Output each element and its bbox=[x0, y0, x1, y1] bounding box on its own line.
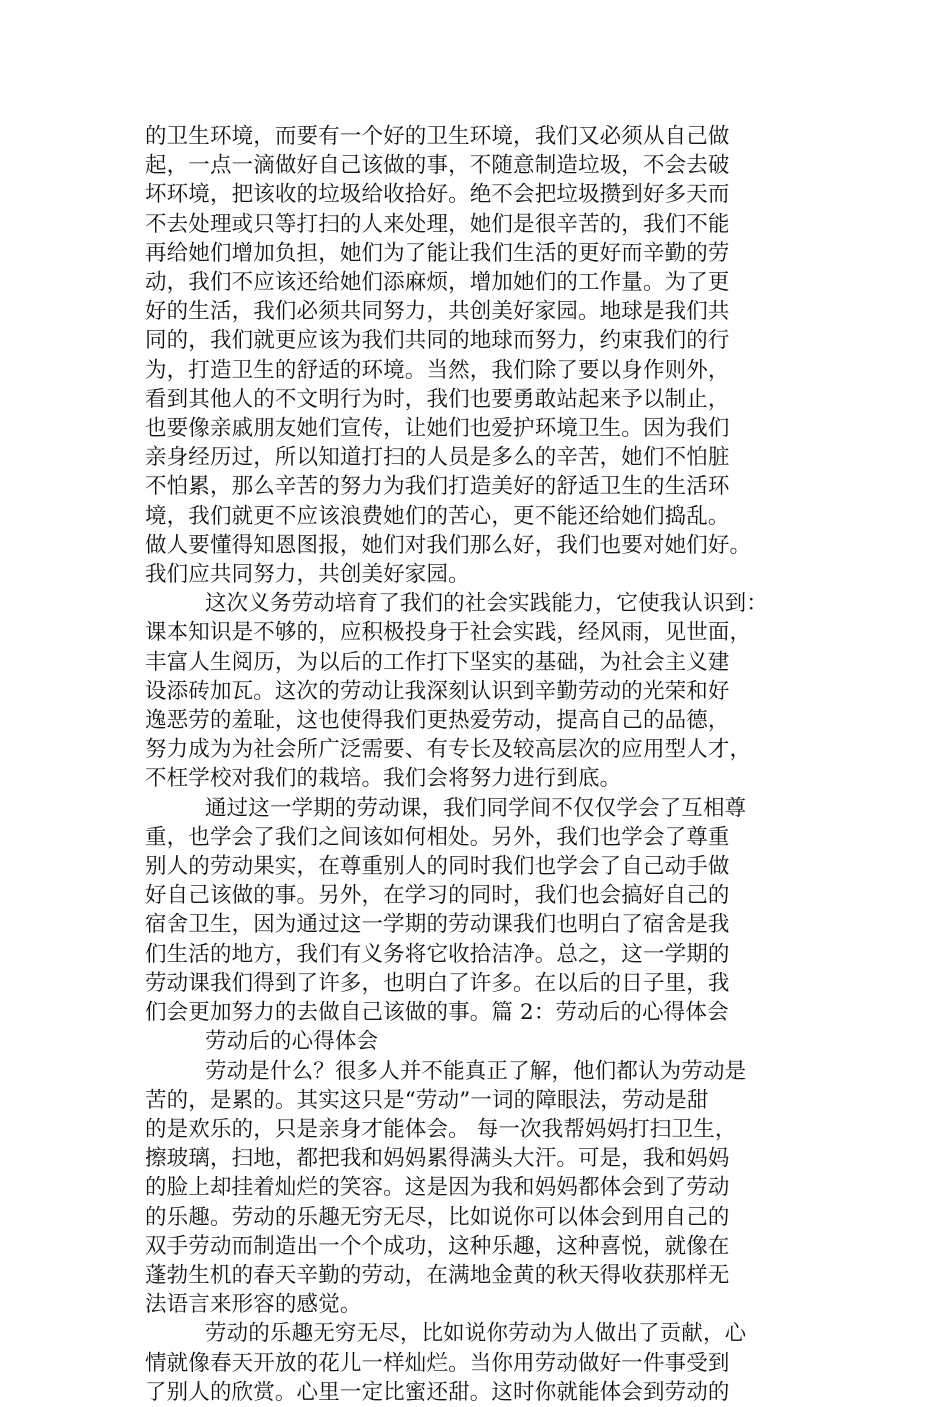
text-line: 双手劳动而制造出一个个成功，这种乐趣，这种喜悦，就像在 bbox=[145, 1233, 730, 1259]
text-line: 劳动是什么？很多人并不能真正了解，他们都认为劳动是 bbox=[205, 1058, 747, 1084]
text-line: 的乐趣。劳动的乐趣无穷无尽，比如说你可以体会到用自己的 bbox=[145, 1204, 730, 1230]
text-line: 再给她们增加负担，她们为了能让我们生活的更好而辛勤的劳 bbox=[145, 240, 730, 266]
text-line: 擦玻璃，扫地，都把我和妈妈累得满头大汗。可是，我和妈妈 bbox=[145, 1146, 730, 1172]
text-line: 蓬勃生机的春天辛勤的劳动，在满地金黄的秋天得收获那样无 bbox=[145, 1262, 730, 1288]
text-line: 逸恶劳的羞耻，这也使得我们更热爱劳动，提高自己的品德， bbox=[145, 708, 730, 734]
text-line: 坏环境，把该收的垃圾给收拾好。绝不会把垃圾攒到好多天而 bbox=[145, 182, 730, 208]
paragraph-5 bbox=[145, 1319, 805, 1407]
text-line: 看到其他人的不文明行为时，我们也要勇敢站起来予以制止， bbox=[145, 386, 730, 412]
text-line: 法语言来形容的感觉。 bbox=[145, 1292, 362, 1318]
text-line: 也要像亲戚朋友她们宣传，让她们也爱护环境卫生。因为我们 bbox=[145, 416, 730, 442]
text-line: 丰富人生阅历，为以后的工作打下坚实的基础，为社会主义建 bbox=[145, 649, 730, 675]
text-line: 情就像春天开放的花儿一样灿烂。当你用劳动做好一件事受到 bbox=[145, 1350, 730, 1376]
paragraph-3 bbox=[145, 794, 805, 1028]
text-line: 课本知识是不够的，应积极投身于社会实践，经风雨，见世面， bbox=[145, 620, 752, 646]
section-heading bbox=[145, 1027, 805, 1056]
text-line: 通过这一学期的劳动课，我们同学间不仅仅学会了互相尊 bbox=[205, 795, 747, 821]
text-line: 起，一点一滴做好自己该做的事，不随意制造垃圾，不会去破 bbox=[145, 153, 730, 179]
text-line: 宿舍卫生，因为通过这一学期的劳动课我们也明白了宿舍是我 bbox=[145, 912, 730, 938]
text-line: 同的，我们就更应该为我们共同的地球而努力，约束我们的行 bbox=[145, 328, 730, 354]
text-line: 重，也学会了我们之间该如何相处。另外，我们也学会了尊重 bbox=[145, 824, 730, 850]
text-line: 们会更加努力的去做自己该做的事。篇 2：劳动后的心得体会 bbox=[145, 1000, 729, 1026]
text-line: 们生活的地方，我们有义务将它收拾洁净。总之，这一学期的 bbox=[145, 941, 730, 967]
text-line: 不怕累，那么辛苦的努力为我们打造美好的舒适卫生的生活环 bbox=[145, 474, 730, 500]
text-line: 为，打造卫生的舒适的环境。当然，我们除了要以身作则外， bbox=[145, 357, 730, 383]
text-line: 的卫生环境，而要有一个好的卫生环境，我们又必须从自己做 bbox=[145, 124, 730, 149]
text-line: 境，我们就更不应该浪费她们的苦心，更不能还给她们捣乱。 bbox=[145, 503, 730, 529]
text-line: 好自己该做的事。另外，在学习的同时，我们也会搞好自己的 bbox=[145, 883, 730, 909]
text-line: 苦的，是累的。其实这只是“劳动”一词的障眼法，劳动是甜 bbox=[145, 1087, 709, 1113]
body-text bbox=[145, 122, 805, 1407]
paragraph-2 bbox=[145, 589, 805, 793]
paragraph-4 bbox=[145, 1057, 805, 1320]
text-line: 不去处理或只等打扫的人来处理，她们是很辛苦的，我们不能 bbox=[145, 211, 730, 237]
text-line: 设添砖加瓦。这次的劳动让我深刻认识到辛勤劳动的光荣和好 bbox=[145, 678, 730, 704]
heading-line: 劳动后的心得体会 bbox=[205, 1029, 379, 1055]
text-line: 努力成为为社会所广泛需要、有专长及较高层次的应用型人才， bbox=[145, 737, 752, 763]
text-line: 劳动的乐趣无穷无尽，比如说你劳动为人做出了贡献，心 bbox=[205, 1321, 747, 1347]
text-line: 亲身经历过，所以知道打扫的人员是多么的辛苦，她们不怕脏 bbox=[145, 445, 730, 471]
text-line: 好的生活，我们必须共同努力，共创美好家园。地球是我们共 bbox=[145, 299, 730, 325]
text-line: 别人的劳动果实，在尊重别人的同时我们也学会了自己动手做 bbox=[145, 854, 730, 880]
text-line: 不枉学校对我们的栽培。我们会将努力进行到底。 bbox=[145, 766, 622, 792]
text-line: 这次义务劳动培育了我们的社会实践能力，它使我认识到： bbox=[205, 591, 768, 617]
text-line: 劳动课我们得到了许多，也明白了许多。在以后的日子里，我 bbox=[145, 970, 730, 996]
text-line: 的脸上却挂着灿烂的笑容。这是因为我和妈妈都体会到了劳动 bbox=[145, 1175, 730, 1201]
text-line: 动，我们不应该还给她们添麻烦，增加她们的工作量。为了更 bbox=[145, 270, 730, 296]
text-line: 了别人的欣赏。心里一定比蜜还甜。这时你就能体会到劳动的 bbox=[145, 1379, 730, 1405]
paragraph-1 bbox=[145, 122, 805, 589]
text-line: 的是欢乐的，只是亲身才能体会。 每一次我帮妈妈打扫卫生， bbox=[145, 1116, 737, 1142]
text-line: 我们应共同努力，共创美好家园。 bbox=[145, 562, 470, 588]
text-line: 做人要懂得知恩图报，她们对我们那么好，我们也要对她们好。 bbox=[145, 532, 752, 558]
